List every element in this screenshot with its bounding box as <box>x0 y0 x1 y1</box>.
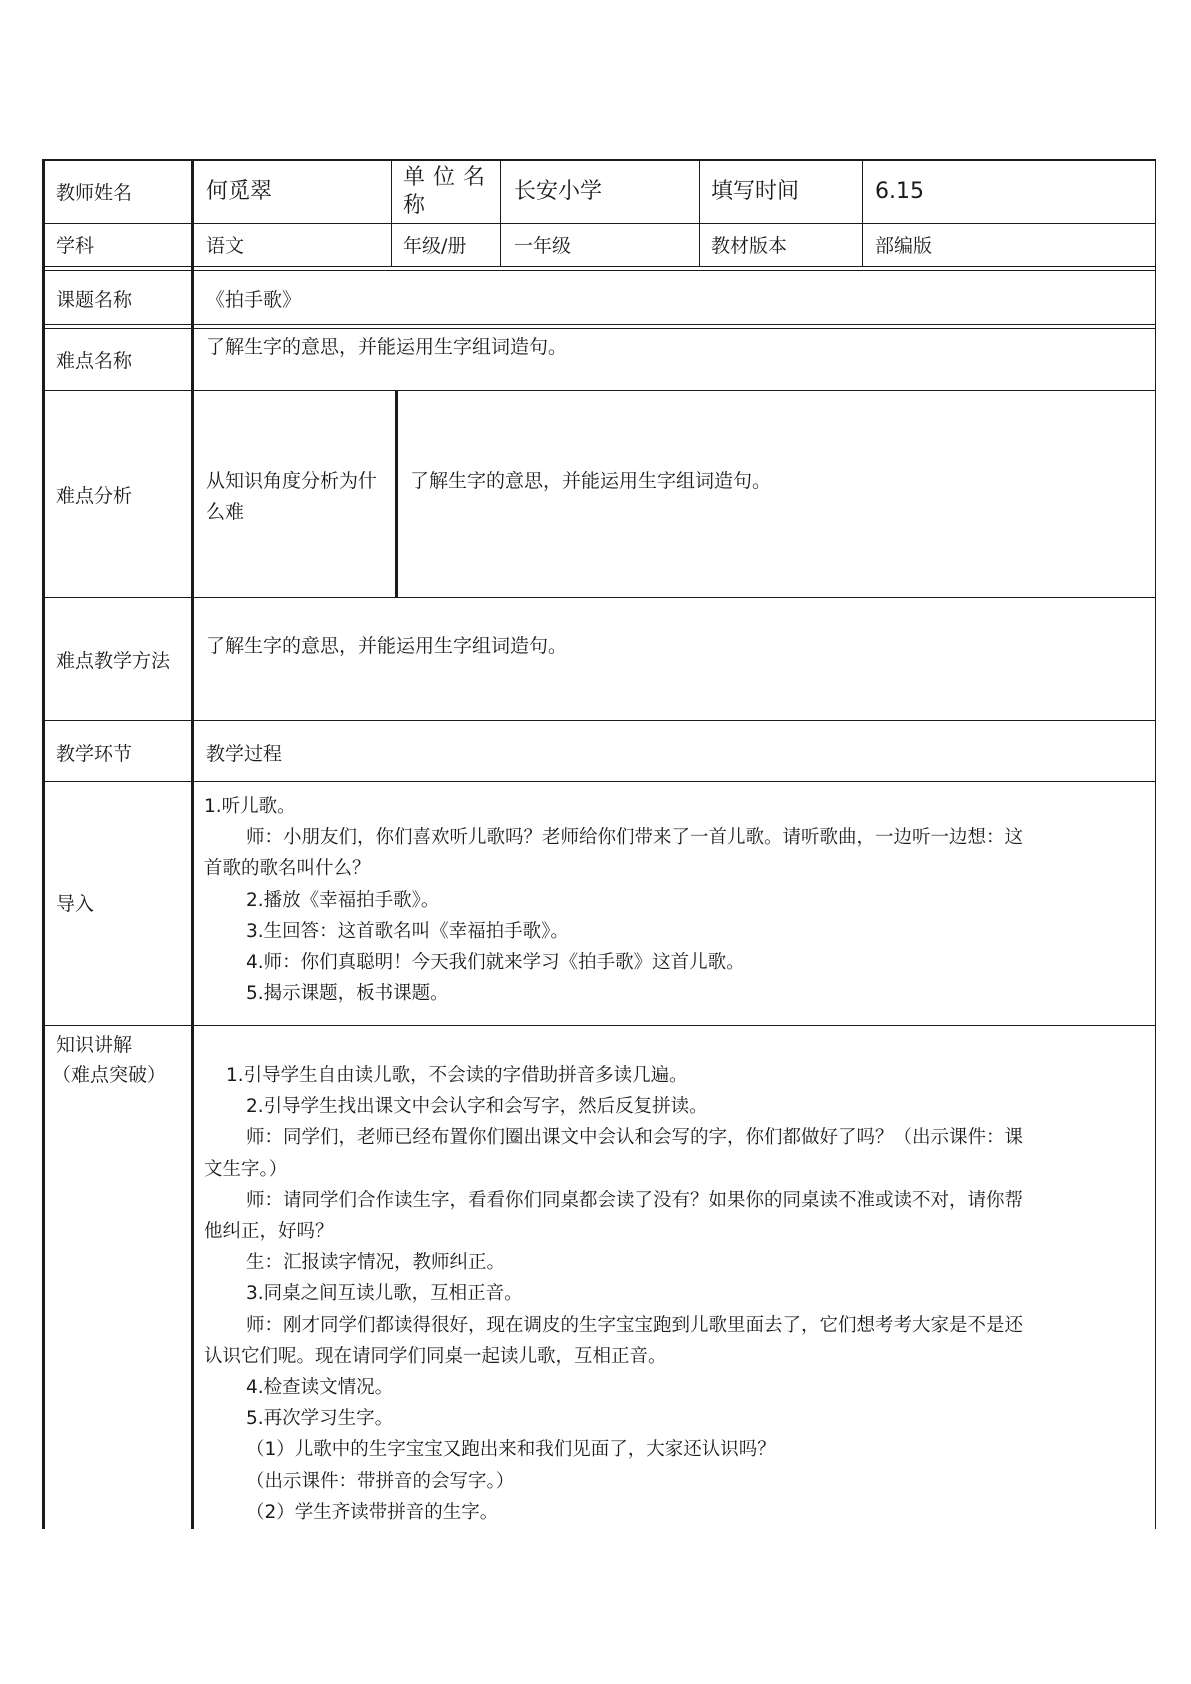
fill-date-value: 6.15 <box>875 179 924 204</box>
teacher-name-value: 何觅翠 <box>206 179 273 204</box>
topic-value: 《拍手歌》 <box>206 289 302 311</box>
row-divider <box>42 781 1156 782</box>
knowledge-line: 认识它们呢。现在请同学们同桌一起读儿歌，互相正音。 <box>204 1345 667 1367</box>
unit-name-value: 长安小学 <box>514 179 603 204</box>
knowledge-line: 文生字。） <box>204 1158 288 1180</box>
analysis-label: 难点分析 <box>56 485 133 507</box>
table-border-top <box>42 159 1156 161</box>
knowledge-content <box>204 1060 1146 1528</box>
intro-line: 首歌的歌名叫什么？ <box>204 858 371 880</box>
row-divider <box>42 390 1156 391</box>
knowledge-line: 师：刚才同学们都读得很好，现在调皮的生字宝宝跑到儿歌里面去了，它们想考考大家是不是还 <box>246 1314 1024 1336</box>
column-divider <box>699 159 700 267</box>
edition-label: 教材版本 <box>711 235 788 257</box>
knowledge-line: 师：请同学们合作读生字，看看你们同桌都会读了没有？如果你的同桌读不准或读不对，请你帮 <box>246 1189 1024 1211</box>
method-label: 难点教学方法 <box>56 650 171 672</box>
knowledge-line: 1.引导学生自由读儿歌，不会读的字借助拼音多读几遍。 <box>226 1065 688 1086</box>
row-divider <box>42 266 1156 267</box>
intro-line: 5.揭示课题，板书课题。 <box>246 983 449 1005</box>
process-stage-header: 教学环节 <box>56 743 133 765</box>
row-divider <box>42 328 1156 329</box>
difficulty-value: 了解生字的意思，并能运用生字组词造句。 <box>206 336 568 358</box>
knowledge-sublabel: （难点突破） <box>52 1064 167 1086</box>
knowledge-line: 3.同桌之间互读儿歌，互相正音。 <box>246 1283 523 1305</box>
knowledge-line: 5.再次学习生字。 <box>246 1408 394 1430</box>
subject-value: 语文 <box>206 235 245 257</box>
analysis-sub-label: 从知识角度分析为什么难 <box>206 470 378 523</box>
intro-line: 1.听儿歌。 <box>204 796 296 817</box>
column-divider <box>862 159 863 267</box>
method-value: 了解生字的意思，并能运用生字组词造句。 <box>206 635 568 657</box>
row-divider <box>42 1025 1156 1026</box>
difficulty-label: 难点名称 <box>56 350 133 372</box>
knowledge-line: 2.引导学生找出课文中会认字和会写字，然后反复拼读。 <box>246 1096 708 1118</box>
row-divider <box>42 324 1156 325</box>
unit-name-label: 单位名称 <box>403 165 494 218</box>
process-detail-header: 教学过程 <box>206 743 283 765</box>
grade-label: 年级/册 <box>403 235 467 257</box>
grade-value: 一年级 <box>514 235 572 257</box>
edition-value: 部编版 <box>875 235 933 257</box>
knowledge-label: 知识讲解 <box>56 1034 133 1056</box>
fill-date-label: 填写时间 <box>711 179 800 204</box>
knowledge-line: 生：汇报读字情况，教师纠正。 <box>246 1252 506 1274</box>
intro-line: 2.播放《幸福拍手歌》。 <box>246 889 440 911</box>
intro-line: 师：小朋友们，你们喜欢听儿歌吗？老师给你们带来了一首儿歌。请听歌曲，一边听一边想：这 <box>246 827 1024 849</box>
knowledge-line: 4.检查读文情况。 <box>246 1377 394 1399</box>
table-border-left <box>42 159 45 1529</box>
table-border-right <box>1155 159 1156 1529</box>
knowledge-line: （2）学生齐读带拼音的生字。 <box>246 1501 499 1523</box>
intro-line: 3.生回答：这首歌名叫《幸福拍手歌》。 <box>246 920 569 942</box>
row-divider <box>42 223 1156 224</box>
teacher-name-label: 教师姓名 <box>56 182 133 204</box>
knowledge-line: （1）儿歌中的生字宝宝又跑出来和我们见面了，大家还认识吗？ <box>246 1439 776 1461</box>
column-divider <box>391 159 392 267</box>
knowledge-line: （出示课件：带拼音的会写字。） <box>246 1470 515 1492</box>
knowledge-line: 他纠正，好吗？ <box>204 1221 334 1243</box>
intro-line: 4.师：你们真聪明！今天我们就来学习《拍手歌》这首儿歌。 <box>246 952 745 974</box>
intro-label: 导入 <box>56 893 95 915</box>
row-divider <box>42 597 1156 598</box>
row-divider <box>42 720 1156 721</box>
intro-content <box>204 791 1146 1009</box>
row-divider <box>42 270 1156 271</box>
label-column-divider <box>191 159 194 1529</box>
column-divider <box>500 159 501 267</box>
subject-label: 学科 <box>56 235 95 257</box>
topic-label: 课题名称 <box>56 289 133 311</box>
knowledge-line: 师：同学们，老师已经布置你们圈出课文中会认和会写的字，你们都做好了吗？（出示课件：课 <box>246 1127 1024 1149</box>
analysis-value: 了解生字的意思，并能运用生字组词造句。 <box>410 470 772 492</box>
analysis-inner-divider <box>395 390 398 598</box>
